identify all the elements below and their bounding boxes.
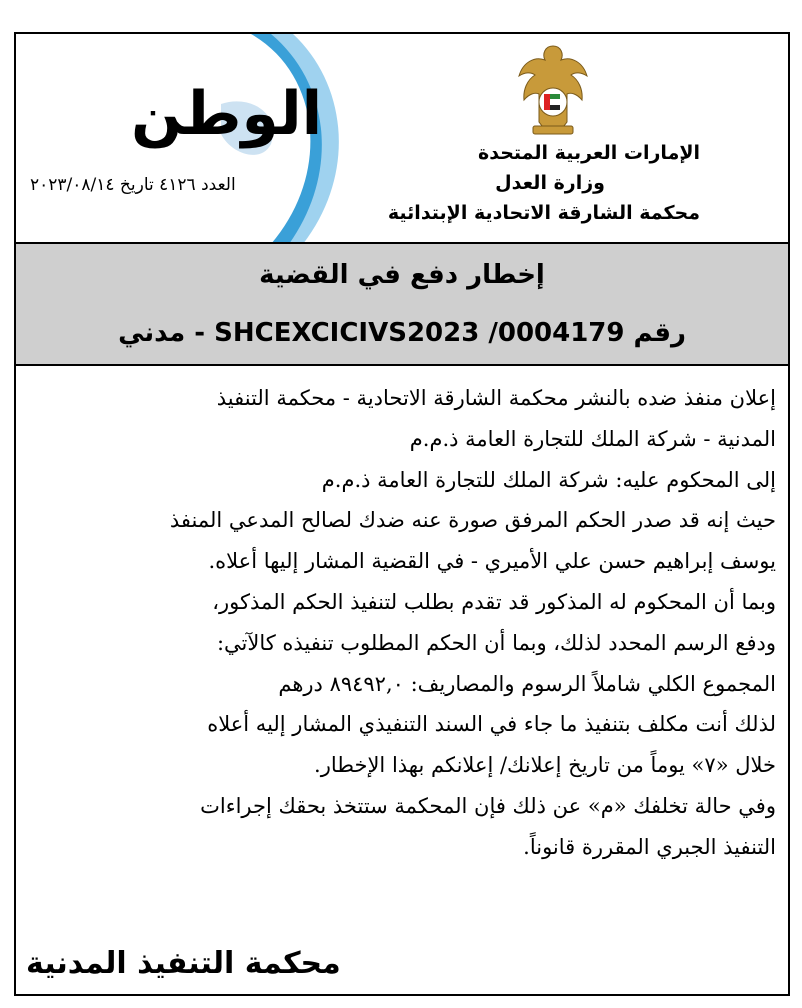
- court-signature: محكمة التنفيذ المدنية: [26, 946, 341, 981]
- case-number: رقم SHCEXCICIVS2023 /0004179 - مدني: [118, 318, 686, 348]
- body-line: حيث إنه قد صدر الحكم المرفق صورة عنه ضدك لصالح المدعي المنفذ: [169, 508, 776, 533]
- notice-body: [16, 378, 776, 868]
- notice-frame: [14, 32, 790, 996]
- newspaper-title: الوطن: [131, 79, 323, 149]
- body-line: خلال «٧» يوماً من تاريخ إعلانك/ إعلانكم بهذا الإخطار.: [314, 753, 776, 778]
- ministry-name: وزارة العدل: [495, 172, 605, 194]
- notice-title: إخطار دفع في القضية: [259, 260, 545, 290]
- body-line: يوسف إبراهيم حسن علي الأميري - في القضية المشار إليها أعلاه.: [208, 549, 776, 574]
- body-line: المجموع الكلي شاملاً الرسوم والمصاريف: ٨٩٤٩٢,٠ درهم: [278, 671, 776, 696]
- government-block: [370, 138, 700, 228]
- body-line: المدنية - شركة الملك للتجارة العامة ذ.م.م: [409, 426, 776, 451]
- newspaper-logo: [71, 34, 361, 244]
- body-line: ودفع الرسم المحدد لذلك، وبما أن الحكم المطلوب تنفيذه كالآتي:: [216, 630, 776, 655]
- body-line: وبما أن المحكوم له المذكور قد تقدم بطلب لتنفيذ الحكم المذكور،: [212, 589, 776, 614]
- notice-title-band: [16, 242, 788, 366]
- issue-line: العدد ٤١٢٦ تاريخ ٢٠٢٣/٠٨/١٤: [30, 175, 236, 195]
- notice-header: [16, 34, 788, 242]
- body-line: إعلان منفذ ضده بالنشر محكمة الشارقة الاتحادية - محكمة التنفيذ: [216, 386, 776, 410]
- court-name: محكمة الشارقة الاتحادية الإبتدائية: [387, 202, 700, 224]
- body-line: التنفيذ الجبري المقررة قانوناً.: [523, 834, 776, 859]
- body-line: لذلك أنت مكلف بتنفيذ ما جاء في السند التنفيذي المشار إليه أعلاه: [207, 712, 776, 737]
- body-line: إلى المحكوم عليه: شركة الملك للتجارة العامة ذ.م.م: [321, 467, 776, 492]
- country-name: الإمارات العربية المتحدة: [478, 142, 700, 164]
- uae-eagle-emblem-icon: [515, 42, 591, 138]
- body-line: وفي حالة تخلفك «م» عن ذلك فإن المحكمة ستتخذ بحقك إجراءات: [200, 793, 776, 818]
